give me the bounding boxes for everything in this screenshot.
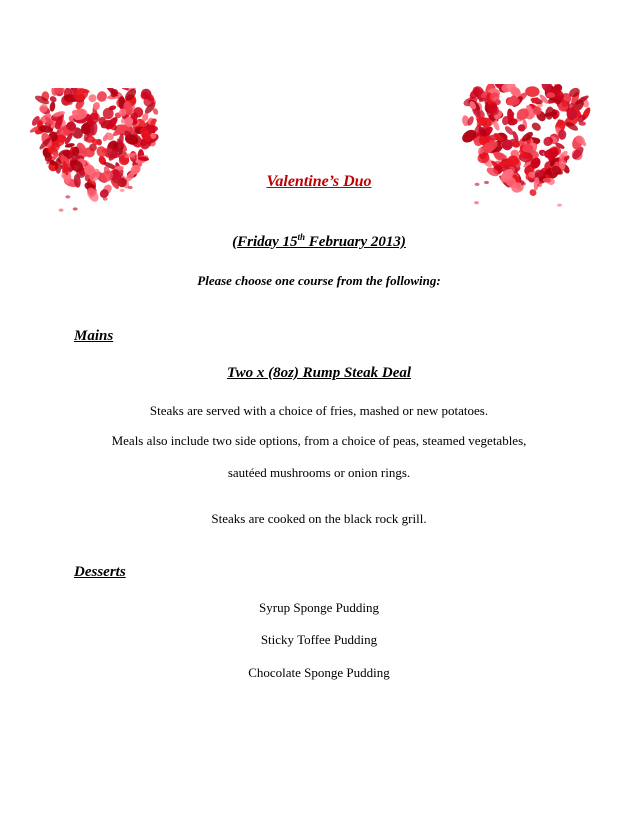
dessert-item: Syrup Sponge Pudding [259, 600, 379, 615]
rose-petal-heart-icon [452, 84, 602, 218]
loose-petal [59, 209, 64, 212]
rose-petal [49, 95, 58, 103]
steak-deal-title: Two x (8oz) Rump Steak Deal [226, 365, 412, 381]
date-prefix: (Friday 15 [232, 234, 298, 250]
desserts-heading: Desserts [74, 564, 126, 580]
course-instructions: Please choose one course from the following: [197, 273, 441, 288]
date-rest: February 2013) [305, 234, 406, 250]
mains-description-line: Meals also include two side options, from a choice of peas, steamed vegetables, [111, 433, 527, 448]
petal-cluster [29, 88, 160, 212]
loose-petal [73, 207, 78, 210]
loose-petal [103, 197, 108, 200]
rose-petal [525, 86, 540, 98]
loose-petal [65, 195, 70, 198]
event-date [0, 232, 638, 251]
heart-left-svg [22, 88, 172, 218]
mains-description-line: Steaks are served with a choice of fries, mashed or new potatoes. [149, 403, 489, 418]
rose-petal [88, 94, 97, 103]
dessert-item: Sticky Toffee Pudding [260, 632, 378, 647]
mains-heading: Mains [74, 328, 114, 344]
dessert-item: Chocolate Sponge Pudding [248, 665, 390, 680]
rose-petal [530, 121, 542, 132]
mains-description-line: Steaks are cooked on the black rock grill. [211, 511, 427, 526]
page-title: Valentine’s Duo [266, 173, 372, 190]
heart-right-svg [452, 84, 602, 218]
rose-petal [117, 88, 129, 92]
rose-petal [49, 101, 56, 112]
rose-petal-heart-icon [22, 88, 172, 218]
loose-petal [474, 201, 479, 204]
loose-petal [557, 204, 562, 207]
rose-petal [96, 90, 109, 103]
mains-description-line: sautéed mushrooms or onion rings. [227, 465, 411, 480]
date-ordinal-suffix: th [297, 232, 306, 242]
